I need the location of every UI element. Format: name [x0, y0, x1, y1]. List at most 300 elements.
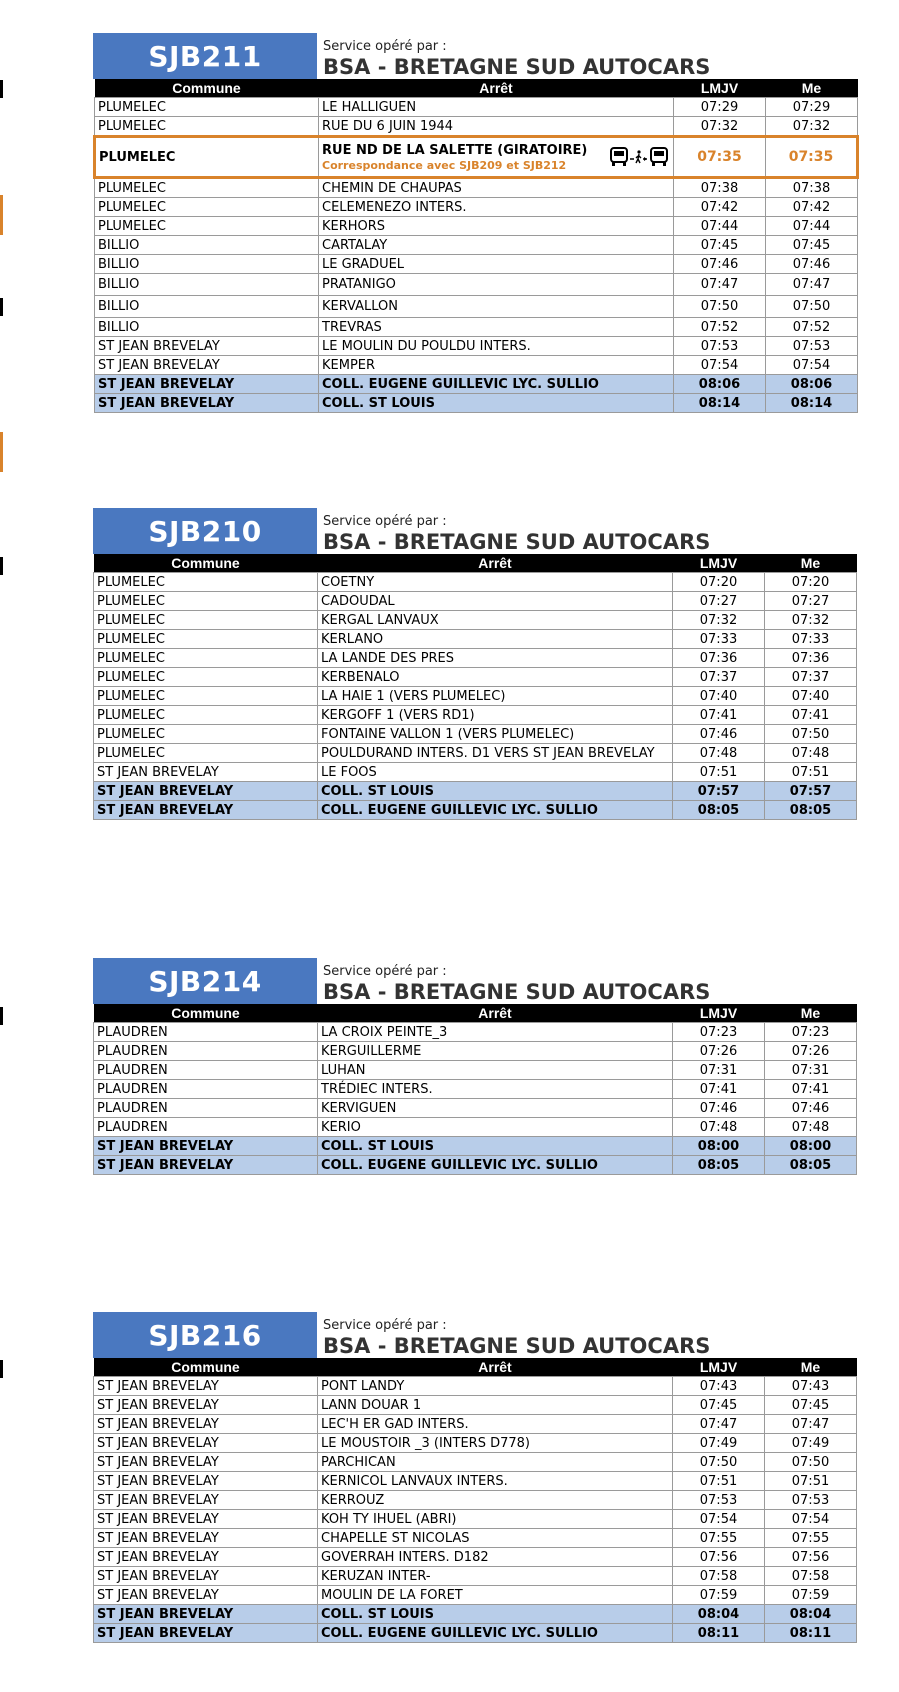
- stop-cell: POULDURAND INTERS. D1 VERS ST JEAN BREVELAY: [318, 744, 673, 763]
- commune-cell: ST JEAN BREVELAY: [94, 1415, 318, 1434]
- commune-cell: ST JEAN BREVELAY: [94, 1510, 318, 1529]
- commune-cell: ST JEAN BREVELAY: [94, 1605, 318, 1624]
- time-lmjv-cell: 07:45: [674, 236, 766, 255]
- time-lmjv-cell: 07:44: [674, 217, 766, 236]
- stop-cell: KERNICOL LANVAUX INTERS.: [318, 1472, 673, 1491]
- operator-name: BSA - BRETAGNE SUD AUTOCARS: [323, 530, 711, 554]
- table-row: [95, 318, 858, 337]
- table-row: [94, 1567, 857, 1586]
- commune-cell: PLUMELEC: [94, 573, 318, 592]
- timetable-table: [93, 1004, 857, 1175]
- column-header-me: Me: [766, 79, 858, 98]
- table-row: [95, 356, 858, 375]
- time-lmjv-cell: 08:00: [673, 1137, 765, 1156]
- time-me-cell: 07:37: [765, 668, 857, 687]
- time-me-cell: 07:55: [765, 1529, 857, 1548]
- column-header-lmjv: LMJV: [674, 79, 766, 98]
- table-row: [95, 255, 858, 274]
- left-edge-mark: [0, 298, 3, 316]
- time-lmjv-cell: 07:29: [674, 98, 766, 117]
- header-row: [94, 1004, 857, 1023]
- operator-label: Service opéré par :: [323, 39, 447, 54]
- commune-cell: ST JEAN BREVELAY: [94, 1472, 318, 1491]
- time-me-cell: 07:33: [765, 630, 857, 649]
- time-lmjv-cell: 07:35: [674, 137, 766, 178]
- timetable-sjb214: [93, 958, 856, 1175]
- time-lmjv-cell: 07:48: [673, 744, 765, 763]
- table-row: [94, 1624, 857, 1643]
- commune-cell: ST JEAN BREVELAY: [94, 1137, 318, 1156]
- table-row: [94, 1099, 857, 1118]
- operator-info: [317, 33, 710, 79]
- stop-cell: LANN DOUAR 1: [318, 1396, 673, 1415]
- time-me-cell: 07:41: [765, 706, 857, 725]
- stop-cell: COLL. ST LOUIS: [319, 394, 674, 413]
- table-row: [94, 1491, 857, 1510]
- time-lmjv-cell: 07:27: [673, 592, 765, 611]
- commune-cell: ST JEAN BREVELAY: [94, 1396, 318, 1415]
- time-me-cell: 07:53: [766, 337, 858, 356]
- stop-cell: KERHORS: [319, 217, 674, 236]
- stop-cell: KERIO: [318, 1118, 673, 1137]
- time-lmjv-cell: 07:48: [673, 1118, 765, 1137]
- stop-cell: LA HAIE 1 (VERS PLUMELEC): [318, 687, 673, 706]
- time-lmjv-cell: 07:47: [674, 274, 766, 296]
- commune-cell: ST JEAN BREVELAY: [94, 1567, 318, 1586]
- table-row: [95, 274, 858, 296]
- time-me-cell: 07:20: [765, 573, 857, 592]
- time-me-cell: 08:05: [765, 801, 857, 820]
- table-row: [95, 337, 858, 356]
- column-header-arret: Arrêt: [318, 1358, 673, 1377]
- header-row: [95, 79, 858, 98]
- table-row: [94, 725, 857, 744]
- time-lmjv-cell: 07:32: [674, 117, 766, 137]
- commune-cell: ST JEAN BREVELAY: [94, 1529, 318, 1548]
- table-row: [94, 1377, 857, 1396]
- stop-cell: COLL. EUGENE GUILLEVIC LYC. SULLIO: [318, 801, 673, 820]
- time-lmjv-cell: 07:36: [673, 649, 765, 668]
- column-header-commune: Commune: [95, 79, 319, 98]
- time-lmjv-cell: 08:11: [673, 1624, 765, 1643]
- table-row: [94, 573, 857, 592]
- connection-row: [95, 137, 858, 178]
- stop-cell: KERLANO: [318, 630, 673, 649]
- left-edge-orange-mark: [0, 195, 3, 235]
- commune-cell: PLUMELEC: [94, 725, 318, 744]
- timetable-table: [93, 554, 857, 820]
- column-header-me: Me: [765, 1358, 857, 1377]
- time-lmjv-cell: 08:14: [674, 394, 766, 413]
- stop-cell: LE GRADUEL: [319, 255, 674, 274]
- commune-cell: ST JEAN BREVELAY: [94, 1453, 318, 1472]
- stop-cell: COLL. ST LOUIS: [318, 1137, 673, 1156]
- stop-cell: LUHAN: [318, 1061, 673, 1080]
- stop-cell: CHAPELLE ST NICOLAS: [318, 1529, 673, 1548]
- commune-cell: BILLIO: [95, 318, 319, 337]
- table-row: [94, 1080, 857, 1099]
- table-row: [95, 217, 858, 236]
- commune-cell: PLUMELEC: [94, 630, 318, 649]
- time-me-cell: 07:29: [766, 98, 858, 117]
- column-header-lmjv: LMJV: [673, 554, 765, 573]
- operator-label: Service opéré par :: [323, 1318, 447, 1333]
- time-lmjv-cell: 07:52: [674, 318, 766, 337]
- stop-cell: KERUZAN INTER-: [318, 1567, 673, 1586]
- time-lmjv-cell: 07:49: [673, 1434, 765, 1453]
- table-row: [94, 1586, 857, 1605]
- commune-cell: ST JEAN BREVELAY: [94, 1377, 318, 1396]
- table-header: [94, 1358, 857, 1377]
- timetable-table: [93, 1358, 857, 1643]
- commune-cell: PLUMELEC: [95, 117, 319, 137]
- time-lmjv-cell: 07:54: [674, 356, 766, 375]
- time-me-cell: 07:49: [765, 1434, 857, 1453]
- time-lmjv-cell: 08:05: [673, 1156, 765, 1175]
- stop-cell: KERGUILLERME: [318, 1042, 673, 1061]
- time-lmjv-cell: 07:46: [673, 1099, 765, 1118]
- stop-cell: LEC'H ER GAD INTERS.: [318, 1415, 673, 1434]
- time-lmjv-cell: 08:06: [674, 375, 766, 394]
- stop-cell: COLL. ST LOUIS: [318, 1605, 673, 1624]
- table-body: [94, 573, 857, 820]
- table-row: [94, 763, 857, 782]
- time-me-cell: 07:52: [766, 318, 858, 337]
- stop-cell: KOH TY IHUEL (ABRI): [318, 1510, 673, 1529]
- table-body: [94, 1023, 857, 1175]
- stop-cell: CELEMENEZO INTERS.: [319, 198, 674, 217]
- operator-name: BSA - BRETAGNE SUD AUTOCARS: [323, 1334, 711, 1358]
- commune-cell: ST JEAN BREVELAY: [94, 801, 318, 820]
- commune-cell: ST JEAN BREVELAY: [95, 394, 319, 413]
- commune-cell: ST JEAN BREVELAY: [94, 1548, 318, 1567]
- commune-cell: PLAUDREN: [94, 1023, 318, 1042]
- time-me-cell: 07:32: [765, 611, 857, 630]
- stop-cell: COLL. EUGENE GUILLEVIC LYC. SULLIO: [318, 1624, 673, 1643]
- operator-info: [317, 1312, 710, 1358]
- stop-cell: KERBENALO: [318, 668, 673, 687]
- timetable-sjb210: [93, 508, 856, 820]
- table-row: [95, 198, 858, 217]
- stop-cell: KERVALLON: [319, 296, 674, 318]
- commune-cell: ST JEAN BREVELAY: [94, 1156, 318, 1175]
- stop-cell: CADOUDAL: [318, 592, 673, 611]
- time-lmjv-cell: 08:04: [673, 1605, 765, 1624]
- commune-cell: ST JEAN BREVELAY: [94, 1586, 318, 1605]
- table-row: [95, 98, 858, 117]
- timetable-sjb211: [93, 33, 856, 413]
- column-header-lmjv: LMJV: [673, 1004, 765, 1023]
- time-lmjv-cell: 07:57: [673, 782, 765, 801]
- time-me-cell: 07:23: [765, 1023, 857, 1042]
- table-header: [94, 554, 857, 573]
- left-edge-mark: [0, 1360, 3, 1378]
- time-me-cell: 07:31: [765, 1061, 857, 1080]
- commune-cell: PLUMELEC: [94, 687, 318, 706]
- time-me-cell: 07:36: [765, 649, 857, 668]
- table-row: [94, 668, 857, 687]
- table-body: [94, 1377, 857, 1643]
- time-lmjv-cell: 07:46: [673, 725, 765, 744]
- time-lmjv-cell: 07:55: [673, 1529, 765, 1548]
- time-me-cell: 07:50: [765, 1453, 857, 1472]
- left-edge-mark: [0, 80, 3, 98]
- timetable-header: [93, 508, 856, 554]
- time-lmjv-cell: 07:53: [673, 1491, 765, 1510]
- stop-cell: FONTAINE VALLON 1 (VERS PLUMELEC): [318, 725, 673, 744]
- time-lmjv-cell: 07:31: [673, 1061, 765, 1080]
- table-row: [94, 1510, 857, 1529]
- time-me-cell: 07:45: [765, 1396, 857, 1415]
- line-code: SJB211: [93, 33, 317, 79]
- table-row: [94, 1434, 857, 1453]
- time-lmjv-cell: 07:20: [673, 573, 765, 592]
- time-lmjv-cell: 07:42: [674, 198, 766, 217]
- time-me-cell: 07:47: [766, 274, 858, 296]
- time-lmjv-cell: 07:41: [673, 1080, 765, 1099]
- time-me-cell: 07:27: [765, 592, 857, 611]
- table-row: [95, 178, 858, 198]
- time-me-cell: 07:47: [765, 1415, 857, 1434]
- commune-cell: ST JEAN BREVELAY: [95, 375, 319, 394]
- time-lmjv-cell: 07:33: [673, 630, 765, 649]
- commune-cell: PLUMELEC: [94, 744, 318, 763]
- time-me-cell: 07:53: [765, 1491, 857, 1510]
- time-me-cell: 07:51: [765, 763, 857, 782]
- stop-cell: KERGOFF 1 (VERS RD1): [318, 706, 673, 725]
- stop-cell: LE MOULIN DU POULDU INTERS.: [319, 337, 674, 356]
- stop-cell: GOVERRAH INTERS. D182: [318, 1548, 673, 1567]
- time-me-cell: 07:41: [765, 1080, 857, 1099]
- commune-cell: PLUMELEC: [95, 137, 319, 178]
- line-code: SJB214: [93, 958, 317, 1004]
- time-lmjv-cell: 07:53: [674, 337, 766, 356]
- stop-cell: CARTALAY: [319, 236, 674, 255]
- time-lmjv-cell: 07:51: [673, 1472, 765, 1491]
- stop-cell: LA CROIX PEINTE_3: [318, 1023, 673, 1042]
- table-header: [95, 79, 858, 98]
- stop-cell: [319, 137, 674, 178]
- timetable-header: [93, 958, 856, 1004]
- time-lmjv-cell: 07:45: [673, 1396, 765, 1415]
- time-lmjv-cell: 07:54: [673, 1510, 765, 1529]
- table-row: [95, 375, 858, 394]
- commune-cell: ST JEAN BREVELAY: [95, 356, 319, 375]
- line-code: SJB210: [93, 508, 317, 554]
- commune-cell: PLUMELEC: [94, 649, 318, 668]
- table-row: [95, 117, 858, 137]
- time-lmjv-cell: 07:23: [673, 1023, 765, 1042]
- table-row: [94, 744, 857, 763]
- stop-cell: TREVRAS: [319, 318, 674, 337]
- line-code: SJB216: [93, 1312, 317, 1358]
- time-me-cell: 07:40: [765, 687, 857, 706]
- time-lmjv-cell: 08:05: [673, 801, 765, 820]
- column-header-arret: Arrêt: [318, 1004, 673, 1023]
- table-row: [94, 592, 857, 611]
- time-me-cell: 07:56: [765, 1548, 857, 1567]
- bus-walk-bus-icon: [610, 147, 670, 167]
- time-me-cell: 07:57: [765, 782, 857, 801]
- table-row: [94, 1156, 857, 1175]
- table-row: [94, 687, 857, 706]
- table-row: [94, 801, 857, 820]
- commune-cell: BILLIO: [95, 236, 319, 255]
- time-me-cell: 07:44: [766, 217, 858, 236]
- commune-cell: ST JEAN BREVELAY: [94, 1624, 318, 1643]
- time-lmjv-cell: 07:47: [673, 1415, 765, 1434]
- table-row: [94, 630, 857, 649]
- column-header-commune: Commune: [94, 1358, 318, 1377]
- time-lmjv-cell: 07:50: [674, 296, 766, 318]
- stop-cell: PONT LANDY: [318, 1377, 673, 1396]
- column-header-me: Me: [765, 554, 857, 573]
- stop-cell: COLL. EUGENE GUILLEVIC LYC. SULLIO: [318, 1156, 673, 1175]
- commune-cell: PLUMELEC: [94, 592, 318, 611]
- table-row: [94, 1137, 857, 1156]
- time-lmjv-cell: 07:59: [673, 1586, 765, 1605]
- time-me-cell: 07:43: [765, 1377, 857, 1396]
- time-me-cell: 08:04: [765, 1605, 857, 1624]
- time-me-cell: 07:42: [766, 198, 858, 217]
- time-lmjv-cell: 07:40: [673, 687, 765, 706]
- stop-cell: TRÉDIEC INTERS.: [318, 1080, 673, 1099]
- commune-cell: PLUMELEC: [94, 706, 318, 725]
- commune-cell: PLUMELEC: [94, 668, 318, 687]
- table-row: [94, 1061, 857, 1080]
- time-me-cell: 07:54: [766, 356, 858, 375]
- stop-cell: PARCHICAN: [318, 1453, 673, 1472]
- table-row: [95, 394, 858, 413]
- table-row: [94, 1118, 857, 1137]
- time-me-cell: 07:45: [766, 236, 858, 255]
- time-me-cell: 07:32: [766, 117, 858, 137]
- time-lmjv-cell: 07:58: [673, 1567, 765, 1586]
- commune-cell: ST JEAN BREVELAY: [94, 1491, 318, 1510]
- table-row: [94, 1415, 857, 1434]
- left-edge-mark: [0, 557, 3, 575]
- operator-info: [317, 508, 710, 554]
- table-row: [94, 1396, 857, 1415]
- commune-cell: ST JEAN BREVELAY: [94, 1434, 318, 1453]
- time-me-cell: 07:46: [765, 1099, 857, 1118]
- time-lmjv-cell: 07:50: [673, 1453, 765, 1472]
- connection-text: [322, 142, 587, 173]
- stop-cell: LE MOUSTOIR _3 (INTERS D778): [318, 1434, 673, 1453]
- time-me-cell: 08:11: [765, 1624, 857, 1643]
- time-me-cell: 07:26: [765, 1042, 857, 1061]
- time-me-cell: 08:14: [766, 394, 858, 413]
- time-lmjv-cell: 07:46: [674, 255, 766, 274]
- commune-cell: PLAUDREN: [94, 1042, 318, 1061]
- commune-cell: PLAUDREN: [94, 1099, 318, 1118]
- commune-cell: ST JEAN BREVELAY: [94, 782, 318, 801]
- time-me-cell: 07:48: [765, 1118, 857, 1137]
- time-me-cell: 07:51: [765, 1472, 857, 1491]
- stop-cell: LE HALLIGUEN: [319, 98, 674, 117]
- time-lmjv-cell: 07:56: [673, 1548, 765, 1567]
- stop-cell: KERGAL LANVAUX: [318, 611, 673, 630]
- time-me-cell: 07:50: [765, 725, 857, 744]
- stop-cell: KERROUZ: [318, 1491, 673, 1510]
- time-me-cell: 07:46: [766, 255, 858, 274]
- table-row: [94, 1023, 857, 1042]
- commune-cell: ST JEAN BREVELAY: [94, 763, 318, 782]
- operator-name: BSA - BRETAGNE SUD AUTOCARS: [323, 980, 711, 1004]
- header-row: [94, 1358, 857, 1377]
- time-me-cell: 07:50: [766, 296, 858, 318]
- table-row: [94, 649, 857, 668]
- column-header-arret: Arrêt: [318, 554, 673, 573]
- left-edge-mark: [0, 1007, 3, 1025]
- commune-cell: PLUMELEC: [95, 198, 319, 217]
- time-me-cell: 07:59: [765, 1586, 857, 1605]
- table-row: [94, 1548, 857, 1567]
- table-row: [94, 1472, 857, 1491]
- time-lmjv-cell: 07:41: [673, 706, 765, 725]
- timetable-header: [93, 33, 856, 79]
- table-header: [94, 1004, 857, 1023]
- column-header-commune: Commune: [94, 1004, 318, 1023]
- table-row: [94, 1042, 857, 1061]
- stop-cell: COLL. EUGENE GUILLEVIC LYC. SULLIO: [319, 375, 674, 394]
- time-lmjv-cell: 07:43: [673, 1377, 765, 1396]
- time-me-cell: 07:54: [765, 1510, 857, 1529]
- time-lmjv-cell: 07:32: [673, 611, 765, 630]
- operator-info: [317, 958, 710, 1004]
- column-header-arret: Arrêt: [319, 79, 674, 98]
- commune-cell: PLUMELEC: [95, 98, 319, 117]
- stop-cell: RUE DU 6 JUIN 1944: [319, 117, 674, 137]
- time-lmjv-cell: 07:51: [673, 763, 765, 782]
- table-row: [94, 611, 857, 630]
- stop-cell: COETNY: [318, 573, 673, 592]
- commune-cell: PLUMELEC: [94, 611, 318, 630]
- commune-cell: ST JEAN BREVELAY: [95, 337, 319, 356]
- stop-name: RUE ND DE LA SALETTE (GIRATOIRE): [322, 142, 588, 158]
- column-header-me: Me: [765, 1004, 857, 1023]
- table-row: [95, 296, 858, 318]
- table-body: [95, 98, 858, 413]
- column-header-commune: Commune: [94, 554, 318, 573]
- stop-cell: MOULIN DE LA FORET: [318, 1586, 673, 1605]
- timetable-header: [93, 1312, 856, 1358]
- table-row: [94, 1453, 857, 1472]
- table-row: [94, 782, 857, 801]
- commune-cell: PLUMELEC: [95, 178, 319, 198]
- commune-cell: PLAUDREN: [94, 1061, 318, 1080]
- commune-cell: PLAUDREN: [94, 1118, 318, 1137]
- timetable-table: [93, 79, 859, 413]
- commune-cell: BILLIO: [95, 296, 319, 318]
- commune-cell: PLAUDREN: [94, 1080, 318, 1099]
- time-me-cell: 08:06: [766, 375, 858, 394]
- stop-cell: KEMPER: [319, 356, 674, 375]
- operator-name: BSA - BRETAGNE SUD AUTOCARS: [323, 55, 711, 79]
- stop-cell: CHEMIN DE CHAUPAS: [319, 178, 674, 198]
- table-row: [94, 1605, 857, 1624]
- time-me-cell: 07:58: [765, 1567, 857, 1586]
- stop-cell: LA LANDE DES PRES: [318, 649, 673, 668]
- timetable-sjb216: [93, 1312, 856, 1643]
- time-lmjv-cell: 07:26: [673, 1042, 765, 1061]
- table-row: [95, 236, 858, 255]
- left-edge-orange-mark: [0, 432, 3, 472]
- commune-cell: PLUMELEC: [95, 217, 319, 236]
- header-row: [94, 554, 857, 573]
- time-lmjv-cell: 07:37: [673, 668, 765, 687]
- time-me-cell: 07:38: [766, 178, 858, 198]
